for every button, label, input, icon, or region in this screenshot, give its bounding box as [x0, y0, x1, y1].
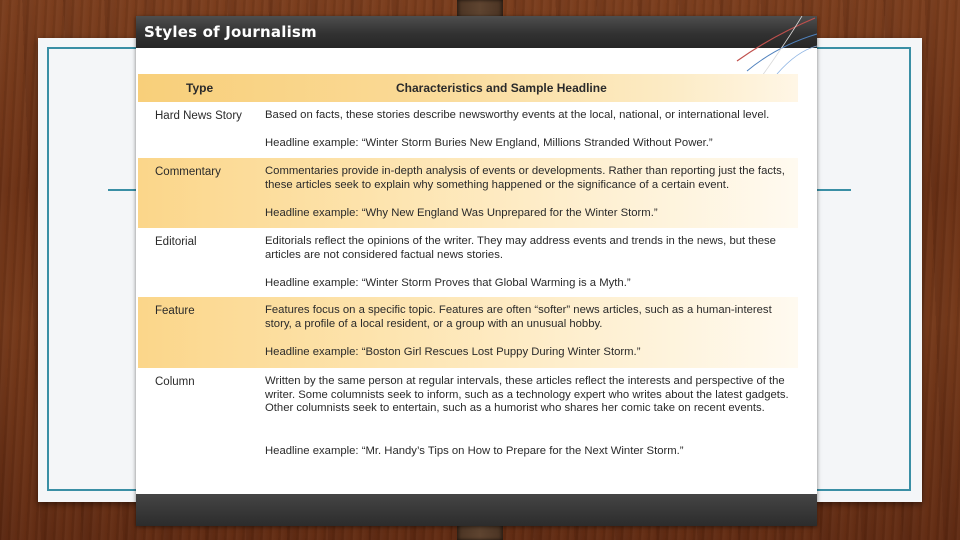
row-headline-example: Headline example: “Why New England Was Unprepared for the Winter Storm.”: [265, 207, 658, 219]
table-row-feature: [138, 297, 798, 368]
journalism-styles-table: [138, 74, 798, 457]
slide-header-bar: [136, 16, 817, 48]
slide-image: [136, 16, 817, 526]
table-row-commentary: [138, 158, 798, 228]
row-type: Editorial: [155, 236, 197, 248]
header-type: Type: [186, 81, 214, 95]
wood-strip-bottom: [457, 524, 503, 540]
row-type: Hard News Story: [155, 110, 242, 122]
row-headline-example: Headline example: “Winter Storm Buries New England, Millions Stranded Without Power.”: [265, 137, 713, 149]
slide-footer-bar: [136, 494, 817, 526]
row-description: Based on facts, these stories describe newsworthy events at the local, national, or international level.: [265, 109, 770, 121]
decorative-swoosh-icon: [727, 16, 817, 76]
table-header-row: [138, 74, 798, 102]
row-type: Feature: [155, 305, 195, 317]
row-headline-example: Headline example: “Winter Storm Proves that Global Warming is a Myth.”: [265, 277, 631, 289]
row-type: Column: [155, 376, 195, 388]
row-type: Commentary: [155, 166, 221, 178]
row-description: Features focus on a specific topic. Features are often “softer” news articles, such as a human-interest story, a profile of a local resident, or a group with an unusual hobby.: [265, 304, 772, 330]
row-description: Editorials reflect the opinions of the writer. They may address events and trends in the news, but these articles are not considered factual news stories.: [265, 235, 776, 261]
row-headline-example: Headline example: “Boston Girl Rescues Lost Puppy During Winter Storm.”: [265, 346, 641, 358]
row-description: Commentaries provide in-depth analysis of events or developments. Rather than reporting just the facts, these articles seek to explain why something happened or the significance of a certain event.: [265, 165, 785, 191]
table-row-column: [138, 368, 798, 468]
row-description: Written by the same person at regular intervals, these articles reflect the interests and perspective of the writer. Some columnists seek to inform, such as a technology expert who writes about the latest gadgets. Other columnists seek to entertain, such as a humorist who shares her comic take on recent events.: [265, 375, 789, 414]
table-row-editorial: [138, 228, 798, 297]
header-characteristics: Characteristics and Sample Headline: [396, 81, 607, 95]
row-headline-example: Headline example: “Mr. Handy’s Tips on How to Prepare for the Next Winter Storm.”: [265, 445, 684, 457]
table-row-hard-news: [138, 102, 798, 158]
slide-title: Styles of Journalism: [144, 23, 317, 41]
teal-rule-right: [814, 189, 851, 191]
